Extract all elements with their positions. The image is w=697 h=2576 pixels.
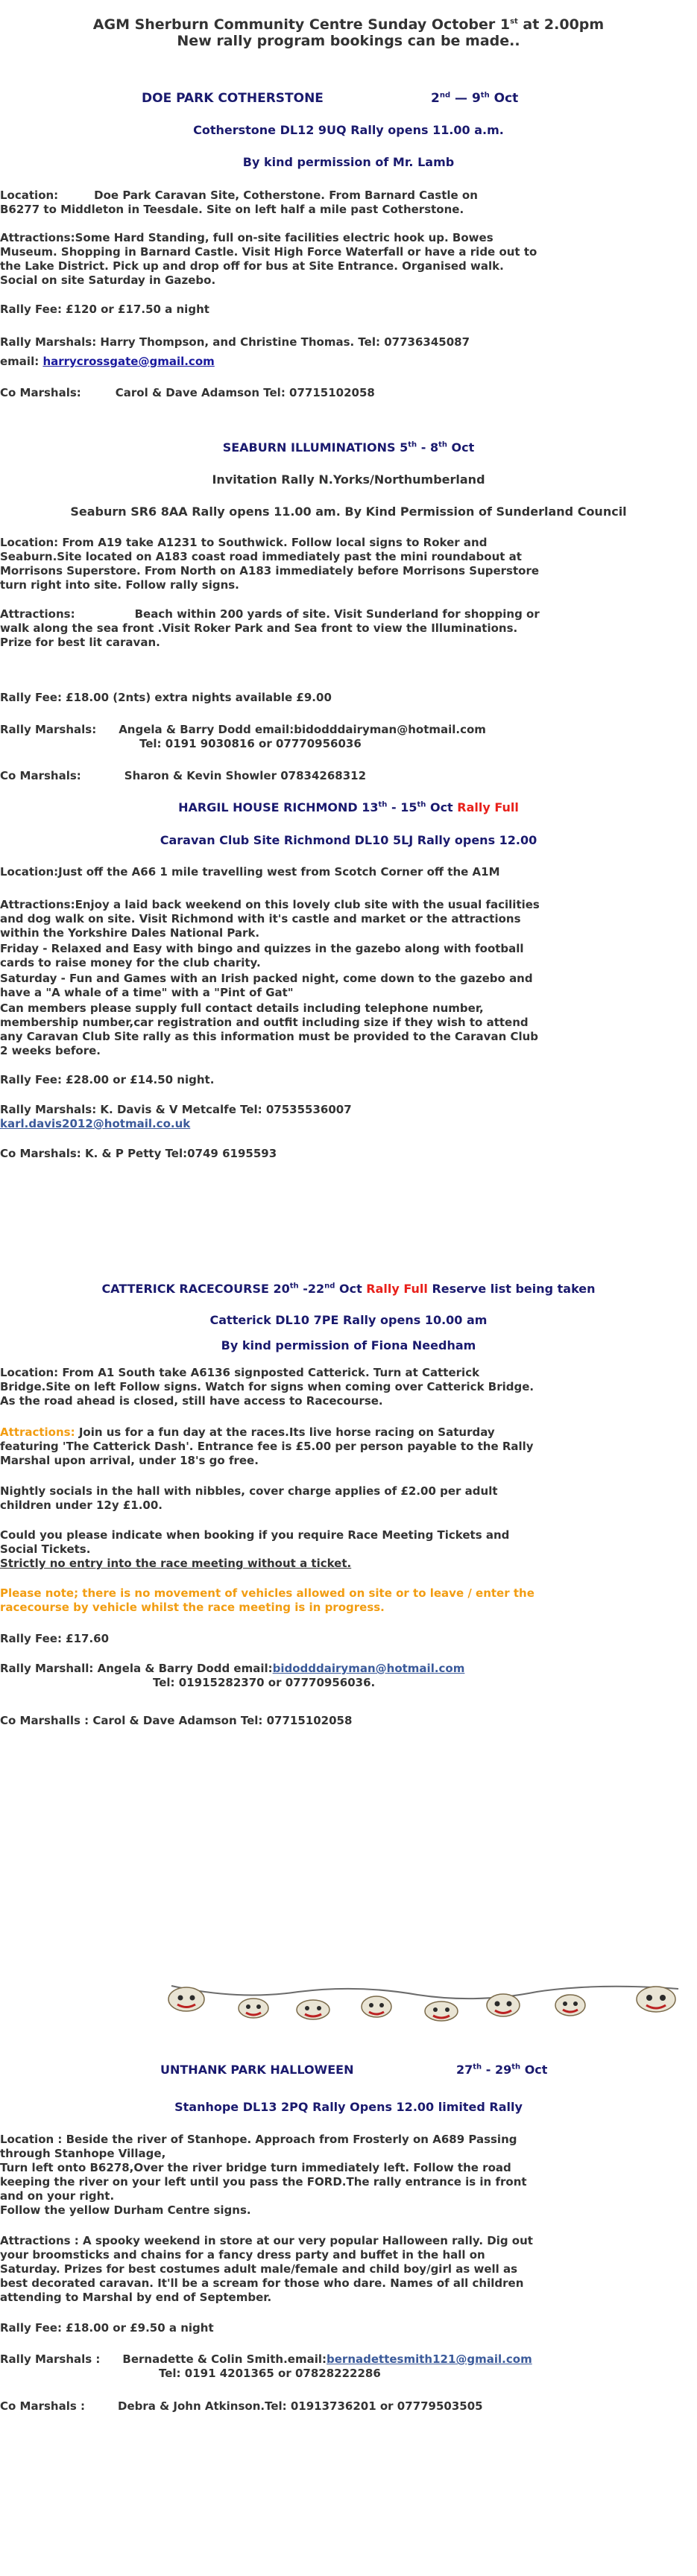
- hargil-attractions-1: Attractions:Enjoy a laid back weekend on this lovely club site with the usual facilities: [0, 898, 540, 911]
- doe-park-location: [0, 189, 478, 203]
- unthank-location-2: through Stanhope Village,: [0, 2147, 166, 2160]
- hargil-friday-2: cards to raise money for the club charity.: [0, 956, 261, 969]
- unthank-attractions-4: best decorated caravan. It'll be a scream for those who dare. Names of all children: [0, 2276, 524, 2290]
- catterick-attractions-label: Attractions:: [0, 1425, 75, 1439]
- doe-park-date-mid: — 9: [450, 91, 481, 106]
- catterick-heading: [0, 1282, 697, 1296]
- unthank-location-5: and on your right.: [0, 2189, 115, 2203]
- doe-park-dates: [431, 92, 518, 106]
- hargil-email-row: [0, 1117, 190, 1131]
- catterick-warning-1: Please note; there is no movement of vehicles allowed on site or to leave / enter the: [0, 1586, 534, 1600]
- unthank-attractions-3: Saturday. Prizes for best costumes adult male/female and child boy/girl as well as: [0, 2262, 518, 2276]
- unthank-mid: - 29: [482, 2063, 512, 2077]
- unthank-end: Oct: [520, 2063, 548, 2077]
- pumpkin-icon: [168, 1987, 204, 2011]
- doe-park-heading: DOE PARK COTHERSTONE: [142, 91, 324, 106]
- hargil-members-3: any Caravan Club Site rally as this information must be provided to the Caravan Club: [0, 1030, 539, 1043]
- catterick-location-1: Location: From A1 South take A6136 signposted Catterick. Turn at Catterick: [0, 1366, 480, 1379]
- seaburn-invitation: Invitation Rally N.Yorks/Northumberland: [212, 472, 485, 487]
- seaburn-heading: [0, 440, 697, 455]
- catterick-marshall-label: Rally Marshall: Angela & Barry Dodd email:: [0, 1662, 273, 1675]
- unthank-co-marshals: [0, 2399, 483, 2414]
- catterick-sup-1: th: [289, 1282, 299, 1291]
- hargil-mid: - 15: [387, 800, 417, 814]
- catterick-nightly-1: Nightly socials in the hall with nibbles, cover charge applies of £2.00 per adult: [0, 1484, 498, 1498]
- pumpkin-icon: [555, 1995, 585, 2016]
- seaburn-end: Oct: [447, 440, 475, 455]
- doe-park-fee: Rally Fee: £120 or £17.50 a night: [0, 303, 209, 316]
- unthank-location-4: keeping the river on your left until you pass the FORD.The rally entrance is in front: [0, 2175, 527, 2189]
- seaburn-attractions-label: Attractions:: [0, 607, 75, 621]
- hargil-saturday-1: Saturday - Fun and Games with an Irish packed night, come down to the gazebo and: [0, 972, 533, 985]
- seaburn-location-2: Seaburn.Site located on A183 coast road immediately past the mini roundabout at: [0, 550, 522, 563]
- catterick-location-2: Bridge.Site on left Follow signs. Watch for signs when coming over Catterick Bridge.: [0, 1380, 534, 1393]
- seaburn-attractions-2: walk along the sea front .Visit Roker Park and Sea front to view the Illuminations.: [0, 621, 518, 635]
- seaburn-marshals-text: Angela & Barry Dodd email:bidodddairyman@hotmail.com: [119, 723, 486, 736]
- seaburn-location-4: turn right into site. Follow rally signs.: [0, 578, 239, 592]
- unthank-marshals-label: Rally Marshals :: [0, 2352, 101, 2366]
- seaburn-location-1: Location: From A19 take A1231 to Southwick. Follow local signs to Roker and: [0, 536, 488, 549]
- unthank-marshals-tel: Tel: 0191 4201365 or 07828222286: [159, 2367, 381, 2380]
- unthank-sup-2: th: [511, 2063, 521, 2072]
- catterick-rally-full: Rally Full: [366, 1282, 428, 1296]
- seaburn-marshals-tel: Tel: 0191 9030816 or 07770956036: [139, 737, 362, 750]
- catterick-end: Oct: [335, 1282, 367, 1296]
- unthank-subtitle: Stanhope DL13 2PQ Rally Opens 12.00 limited Rally: [174, 2100, 523, 2114]
- seaburn-marshals: [0, 723, 486, 737]
- hargil-friday-1: Friday - Relaxed and Easy with bingo and quizzes in the gazebo along with football: [0, 942, 524, 955]
- unthank-marshals: [0, 2352, 532, 2367]
- seaburn-co-marshals-text: Sharon & Kevin Showler 07834268312: [124, 769, 367, 782]
- unthank-location-6: Follow the yellow Durham Centre signs.: [0, 2203, 251, 2217]
- doe-park-attractions-2: Museum. Shopping in Barnard Castle. Visit High Force Waterfall or have a ride out to: [0, 245, 537, 259]
- doe-park-marshals: Rally Marshals: Harry Thompson, and Christine Thomas. Tel: 07736345087: [0, 335, 470, 349]
- hargil-co-marshals: Co Marshals: K. & P Petty Tel:0749 6195593: [0, 1147, 277, 1160]
- doe-park-location-label: Location:: [0, 189, 59, 202]
- catterick-marshall-tel: Tel: 01915282370 or 07770956036.: [153, 1676, 376, 1689]
- doe-park-permission: By kind permission of Mr. Lamb: [242, 155, 455, 169]
- catterick-attractions-2: featuring 'The Catterick Dash'. Entrance fee is £5.00 per person payable to the Rally: [0, 1440, 534, 1453]
- seaburn-co-marshals-label: Co Marshals:: [0, 769, 81, 782]
- unthank-sup-1: th: [473, 2063, 482, 2072]
- seaburn-co-marshals: [0, 769, 366, 783]
- hargil-attractions-2: and dog walk on site. Visit Richmond with it's castle and market or the attractions: [0, 912, 521, 925]
- catterick-location-3: As the road ahead is closed, still have access to Racecourse.: [0, 1394, 383, 1408]
- doe-park-co-marshals-label: Co Marshals:: [0, 386, 81, 399]
- hargil-members-1: Can members please supply full contact details including telephone number,: [0, 1001, 484, 1015]
- hargil-location: Location:Just off the A66 1 mile travelling west from Scotch Corner off the A1M: [0, 865, 500, 879]
- doe-park-co-marshals-text: Carol & Dave Adamson Tel: 07715102058: [115, 386, 375, 399]
- seaburn-marshals-label: Rally Marshals:: [0, 723, 97, 736]
- doe-park-location-line2: B6277 to Middleton in Teesdale. Site on left half a mile past Cotherstone.: [0, 203, 464, 216]
- doe-park-date-start: 2: [431, 91, 440, 106]
- pumpkin-icon: [239, 1999, 268, 2018]
- catterick-tickets-1: Could you please indicate when booking if you require Race Meeting Tickets and: [0, 1528, 510, 1542]
- catterick-nightly-2: children under 12y £1.00.: [0, 1499, 163, 1512]
- doe-park-subtitle: Cotherstone DL12 9UQ Rally opens 11.00 a.m.: [193, 123, 504, 137]
- catterick-attractions-text: Join us for a fun day at the races.Its live horse racing on Saturday: [75, 1425, 495, 1439]
- doe-park-attractions-4: Social on site Saturday in Gazebo.: [0, 273, 216, 287]
- catterick-sup-2: nd: [324, 1282, 335, 1291]
- seaburn-sup-2: th: [438, 440, 447, 449]
- seaburn-attractions-1: [0, 607, 540, 621]
- hargil-members-2: membership number,car registration and outfit including size if they wish to attend: [0, 1016, 529, 1029]
- catterick-co-marshals: Co Marshalls : Carol & Dave Adamson Tel: 07715102058: [0, 1714, 353, 1727]
- doe-park-date-start-sup: nd: [439, 91, 451, 100]
- unthank-marshals-text: Bernadette & Colin Smith.email:: [122, 2352, 327, 2366]
- doe-park-co-marshals: [0, 386, 375, 400]
- agm-title: [0, 18, 697, 32]
- catterick-subtitle: Catterick DL10 7PE Rally opens 10.00 am: [209, 1313, 488, 1327]
- pumpkin-icon: [487, 1994, 520, 2016]
- catterick-tickets-2: Social Tickets.: [0, 1542, 91, 1556]
- halloween-pumpkin-garland-icon: [164, 1978, 686, 2023]
- agm-subtitle: New rally program bookings can be made..: [177, 33, 520, 49]
- unthank-attractions-5: attending to Marshal by end of September.: [0, 2291, 272, 2304]
- catterick-marshall: [0, 1662, 464, 1676]
- hargil-sup-1: th: [378, 800, 388, 809]
- catterick-name: CATTERICK RACECOURSE 20: [101, 1282, 290, 1296]
- catterick-strict: Strictly no entry into the race meeting without a ticket.: [0, 1557, 352, 1570]
- catterick-attractions-1: [0, 1425, 495, 1440]
- seaburn-attractions-3: Prize for best lit caravan.: [0, 636, 160, 649]
- catterick-fee: Rally Fee: £17.60: [0, 1632, 110, 1645]
- hargil-rally-full: Rally Full: [457, 800, 519, 814]
- seaburn-fee: Rally Fee: £18.00 (2nts) extra nights available £9.00: [0, 691, 332, 704]
- catterick-marshall-email-link[interactable]: bidodddairyman@hotmail.com: [272, 1662, 465, 1675]
- agm-title-end: at 2.00pm: [517, 16, 605, 33]
- catterick-attractions-3: Marshal upon arrival, under 18's go free.: [0, 1454, 259, 1467]
- doe-park-attractions-1: Attractions:Some Hard Standing, full on-site facilities electric hook up. Bowes: [0, 231, 493, 244]
- hargil-saturday-2: have a "A whale of a time" with a "Pint of Gat": [0, 986, 294, 999]
- catterick-reserve: Reserve list being taken: [427, 1282, 596, 1296]
- hargil-email-link[interactable]: karl.davis2012@hotmail.co.uk: [0, 1117, 191, 1130]
- seaburn-sup-1: th: [408, 440, 417, 449]
- unthank-date-start: 27: [456, 2063, 473, 2077]
- catterick-permission: By kind permission of Fiona Needham: [221, 1338, 476, 1352]
- pumpkin-icon: [637, 1987, 675, 2012]
- hargil-attractions-3: within the Yorkshire Dales National Park.: [0, 926, 260, 940]
- doe-park-email-link[interactable]: harrycrossgate@gmail.com: [42, 355, 215, 368]
- pumpkin-icon: [297, 2000, 329, 2019]
- hargil-end: Oct: [426, 800, 458, 814]
- seaburn-location-3: Morrisons Superstore. From North on A183 immediately before Morrisons Superstore: [0, 564, 540, 577]
- unthank-marshals-email-link[interactable]: bernadettesmith121@gmail.com: [327, 2352, 532, 2366]
- hargil-marshals: Rally Marshals: K. Davis & V Metcalfe Tel: 07535536007: [0, 1103, 352, 1116]
- pumpkin-icon: [362, 1996, 391, 2017]
- seaburn-subtitle: Seaburn SR6 8AA Rally opens 11.00 am. By Kind Permission of Sunderland Council: [70, 504, 627, 519]
- unthank-dates: [456, 2063, 547, 2077]
- hargil-name: HARGIL HOUSE RICHMOND 13: [178, 800, 379, 814]
- unthank-heading: UNTHANK PARK HALLOWEEN: [160, 2063, 354, 2077]
- catterick-warning-2: racecourse by vehicle whilst the race meeting is in progress.: [0, 1601, 385, 1614]
- seaburn-attractions-text: Beach within 200 yards of site. Visit Sunderland for shopping or: [134, 607, 540, 621]
- unthank-co-marshals-text: Debra & John Atkinson.Tel: 01913736201 or 07779503505: [118, 2399, 483, 2413]
- unthank-location-3: Turn left onto B6278,Over the river bridge turn immediately left. Follow the road: [0, 2161, 511, 2174]
- unthank-attractions-2: your broomsticks and chains for a fancy dress party and buffet in the hall on: [0, 2248, 485, 2262]
- hargil-fee: Rally Fee: £28.00 or £14.50 night.: [0, 1073, 215, 1086]
- hargil-members-4: 2 weeks before.: [0, 1044, 101, 1057]
- seaburn-mid: - 8: [417, 440, 439, 455]
- pumpkin-icon: [425, 2001, 458, 2021]
- unthank-attractions-1: Attractions : A spooky weekend in store at our very popular Halloween rally. Dig out: [0, 2234, 533, 2247]
- hargil-subtitle: Caravan Club Site Richmond DL10 5LJ Rally opens 12.00: [160, 833, 537, 847]
- doe-park-location-text: Doe Park Caravan Site, Cotherstone. From Barnard Castle on: [94, 189, 478, 202]
- doe-park-date-end: Oct: [489, 91, 519, 106]
- unthank-location-1: Location : Beside the river of Stanhope. Approach from Frosterly on A689 Passing: [0, 2133, 517, 2146]
- agm-title-text: AGM Sherburn Community Centre Sunday October 1: [92, 16, 511, 33]
- doe-park-email-row: [0, 355, 215, 369]
- catterick-mid: -22: [298, 1282, 325, 1296]
- doe-park-attractions-3: the Lake District. Pick up and drop off for bus at Site Entrance. Organised walk.: [0, 259, 504, 273]
- doe-park-email-label: email:: [0, 355, 43, 368]
- hargil-heading: [0, 800, 697, 814]
- unthank-fee: Rally Fee: £18.00 or £9.50 a night: [0, 2321, 214, 2335]
- doe-park-date-end-sup: th: [480, 91, 490, 100]
- unthank-co-marshals-label: Co Marshals :: [0, 2399, 86, 2413]
- hargil-sup-2: th: [417, 800, 426, 809]
- seaburn-name: SEABURN ILLUMINATIONS 5: [222, 440, 409, 455]
- agm-title-sup: st: [510, 17, 518, 26]
